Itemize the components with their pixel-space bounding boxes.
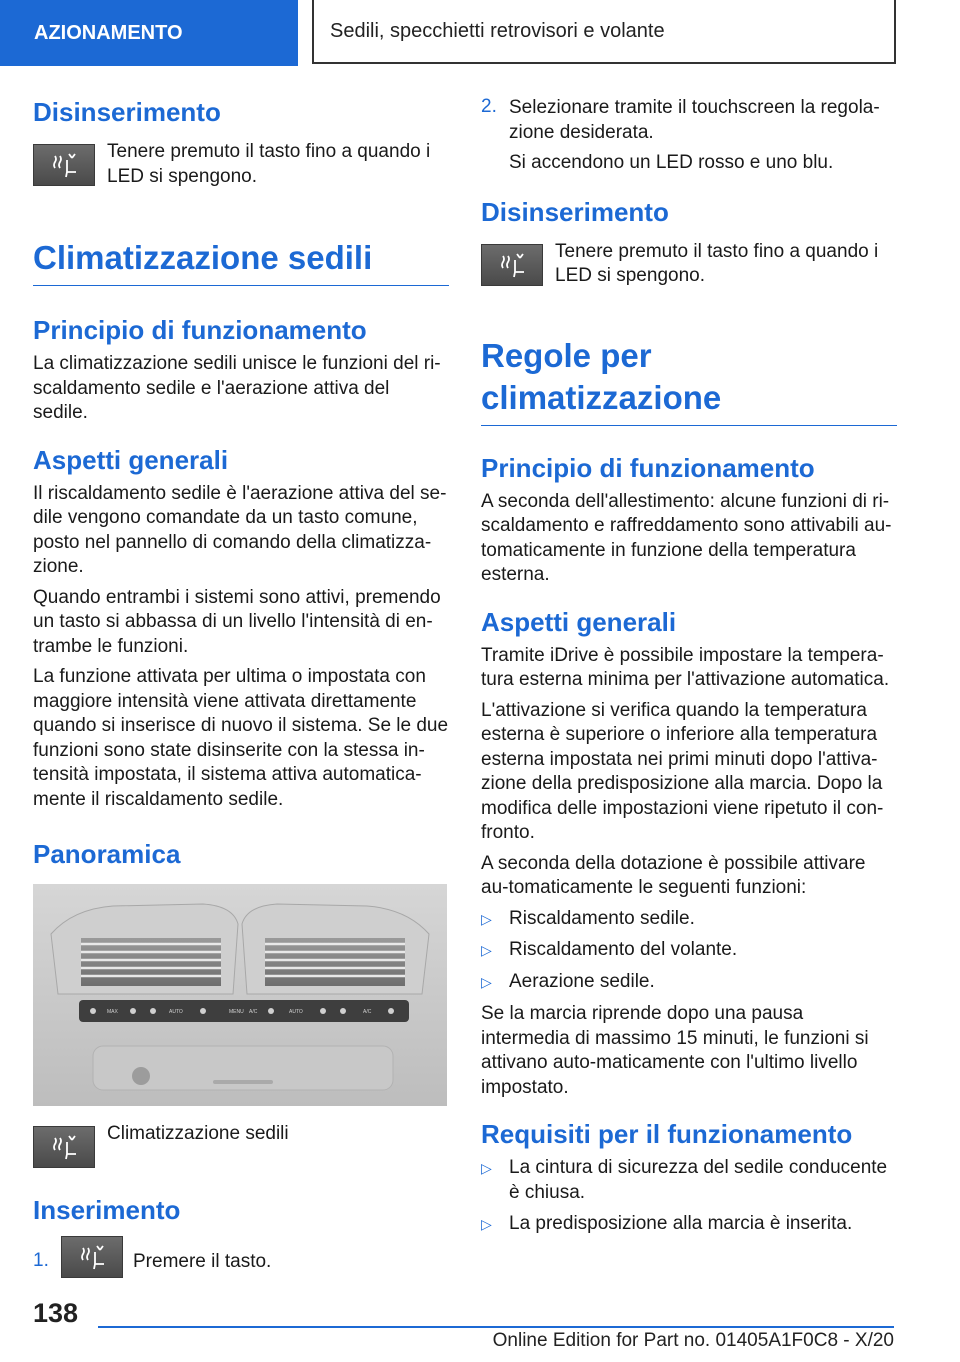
disinserimento-text: Tenere premuto il tasto fino a quando i LED si spengono. [555,240,879,286]
step-subtext: Si accendono un LED rosso e uno blu. [509,152,834,173]
strip-label: AUTO [169,1009,183,1015]
strip-label: MENU [229,1009,244,1015]
seat-climate-icon [33,1126,95,1168]
climatizzazione-sedili-heading: Climatizzazione sedili [33,237,449,286]
principio-heading: Principio di funzionamento [33,315,367,345]
triangle-right-icon: ▷ [481,973,492,990]
section-tab: AZIONAMENTO [0,0,298,66]
list-item: ▷ La predisposizione alla marcia è inserita. [481,1212,897,1237]
seat-climate-icon [33,144,95,186]
panoramica-heading: Panoramica [33,839,181,869]
aspetti-paragraph: L'attivazione si verifica quando la temperatura esterna è superiore o inferiore alla temperatura esterna impostata nei primi minuti dopo l'attiva-zione della predisposizione alla marcia. Dopo la modifica delle impostazioni viene ripetuto il con-fronto. [481,699,884,843]
disinserimento-row [481,240,897,289]
step-2 [481,96,897,176]
step-number: 1. [33,1250,49,1271]
aspetti-paragraph: Quando entrambi i sistemi sono attivi, premendo un tasto si abbassa di un livello l'intensità di en-trambe le funzioni. [33,586,441,657]
strip-label: MAX [107,1009,118,1015]
step-text: Selezionare tramite il touchscreen la regola-zione desiderata. [509,97,880,143]
aspetti-paragraph: Se la marcia riprende dopo una pausa intermedia di massimo 15 minuti, le funzioni si attivano auto-maticamente con l'ultimo livello impostato. [481,1003,869,1098]
aspetti-paragraph: La funzione attivata per ultima o impostata con maggiore intensità viene attivata direttamente quando si inserisce di nuovo il sistema. Se le due funzioni sono state disinserite con la stessa in-tensità impostata, il sistema attiva automatica-mente il riscaldamento sedile. [33,666,449,810]
edition-info: Online Edition for Part no. 01405A1F0C8 - X/20 [492,1330,894,1351]
right-column [481,96,897,1237]
page-header [0,0,960,66]
strip-label: A/C [363,1009,372,1015]
inserimento-heading: Inserimento [33,1195,181,1225]
disinserimento-heading: Disinserimento [33,97,221,127]
strip-label: AUTO [289,1009,303,1015]
aspetti-paragraph: A seconda della dotazione è possibile attivare au-tomaticamente le seguenti funzioni: [481,852,866,898]
principio-text: La climatizzazione sedili unisce le funzioni del ri-scaldamento sedile e l'aerazione attiva del sedile. [33,353,441,423]
step-text: Premere il tasto. [133,1251,272,1272]
aspetti-heading: Aspetti generali [481,606,677,637]
seat-climate-icon [61,1236,123,1278]
chapter-title: Sedili, specchietti retrovisori e volante [312,0,896,64]
step-number: 2. [481,96,497,117]
list-item: ▷ Riscaldamento sedile. [481,907,897,932]
climate-control-strip [79,1000,409,1022]
regole-heading: Regole per climatizzazione [481,335,897,426]
aspetti-paragraph: Tramite iDrive è possibile impostare la tempera-tura esterna minima per l'attivazione automatica. [481,644,890,690]
aspetti-paragraph: Il riscaldamento sedile è l'aerazione attiva del se-dile vengono comandate da un tasto comune, posto nel pannello di comando della climatizza-zione. [33,482,447,577]
disinserimento-text: Tenere premuto il tasto fino a quando i LED si spengono. [107,141,431,187]
principio-text: A seconda dell'allestimento: alcune funzioni di ri-scaldamento e raffreddamento sono attivabili au-tomaticamente in funzione della temperatura esterna. [481,490,892,585]
aspetti-heading: Aspetti generali [33,444,229,475]
left-column [33,96,449,1278]
right-air-vent [265,938,405,986]
caption-row [33,1122,449,1168]
list-item: ▷ La cintura di sicurezza del sedile conducente è chiusa. [481,1156,897,1205]
page-number: 138 [33,1298,79,1328]
step-1 [33,1232,449,1278]
disinserimento-row [33,140,449,189]
triangle-right-icon: ▷ [481,1160,492,1176]
photo-caption: Climatizzazione sedili [107,1123,289,1144]
climate-panel-photo [33,884,449,1106]
footer-divider [98,1326,894,1328]
strip-label: A/C [249,1009,258,1015]
disinserimento-heading: Disinserimento [481,196,669,227]
requisiti-list [481,1156,897,1237]
left-air-vent [81,938,221,986]
list-item: ▷ Aerazione sedile. [481,970,897,995]
functions-list [481,907,897,995]
triangle-right-icon: ▷ [481,1216,492,1232]
triangle-right-icon: ▷ [481,942,492,958]
principio-heading: Principio di funzionamento [481,452,815,483]
requisiti-heading: Requisiti per il funzionamento [481,1119,853,1149]
triangle-right-icon: ▷ [481,910,492,927]
seat-climate-icon [481,244,543,286]
list-item: ▷ Riscaldamento del volante. [481,938,897,963]
